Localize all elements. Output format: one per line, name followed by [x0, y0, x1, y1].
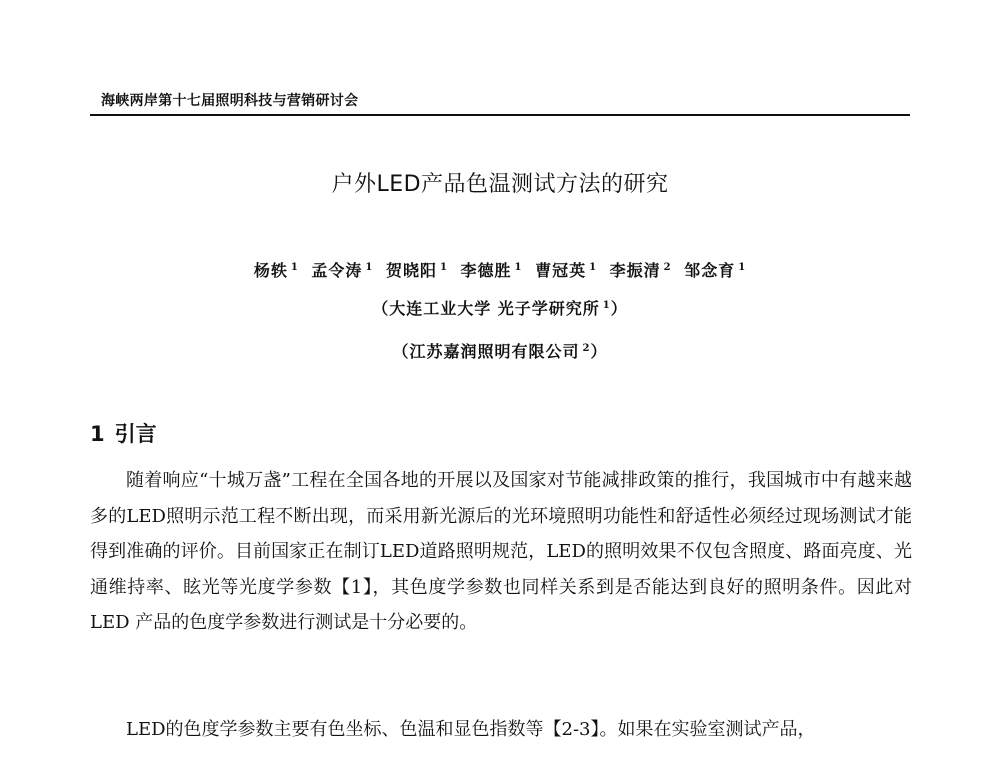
author-affiliation-mark: 1	[738, 261, 747, 273]
author	[610, 261, 672, 280]
affiliation-name: 江苏嘉润照明有限公司	[409, 342, 580, 361]
affiliation-2	[0, 339, 1000, 362]
author	[684, 261, 746, 280]
affiliation-name: 大连工业大学 光子学研究所	[389, 299, 600, 318]
open-paren: （	[392, 342, 410, 361]
author-affiliation-mark: 1	[589, 261, 598, 273]
affiliation-mark: 2	[582, 342, 591, 354]
author-name: 邹念育	[684, 261, 736, 280]
conference-header: 海峡两岸第十七届照明科技与营销研讨会	[101, 93, 359, 109]
author	[311, 261, 373, 280]
close-paren: ）	[610, 299, 628, 318]
paper-title: 户外LED产品色温测试方法的研究	[331, 172, 669, 197]
author	[461, 261, 523, 280]
author-affiliation-mark: 1	[439, 261, 448, 273]
author-affiliation-mark: 1	[514, 261, 523, 273]
author-list	[0, 258, 1000, 281]
author-name: 李德胜	[460, 261, 512, 280]
open-paren: （	[372, 299, 390, 318]
body-paragraph: LED的色度学参数主要有色坐标、色温和显色指数等【2-3】。如果在实验室测试产品，	[126, 719, 816, 740]
author-affiliation-mark: 2	[663, 261, 672, 273]
author-name: 孟令涛	[311, 261, 363, 280]
header-divider	[90, 114, 910, 116]
section-title: 引言	[114, 422, 157, 446]
author-affiliation-mark: 1	[290, 261, 299, 273]
author	[386, 261, 448, 280]
body-paragraph: 随着响应“十城万盏”工程在全国各地的开展以及国家对节能减排政策的推行，我国城市中有越来越多的LED照明示范工程不断出现，而采用新光源后的光环境照明功能性和舒适性必须经过现场测试才能得到准确的评价。目前国家正在制订LED道路照明规范，LED的照明效果不仅包含照度、路面亮度、光通维持率、眩光等光度学参数【1】，其色度学参数也同样关系到是否能达到良好的照明条件。因此对 LED 产品的色度学参数进行测试是十分必要的。	[90, 470, 912, 633]
author-name: 贺晓阳	[385, 261, 437, 280]
section-heading	[90, 418, 157, 448]
affiliation-mark: 1	[602, 299, 611, 311]
author	[535, 261, 597, 280]
author	[254, 261, 299, 280]
affiliation-1	[0, 296, 1000, 319]
author-name: 李振清	[609, 261, 661, 280]
author-name: 曹冠英	[535, 261, 587, 280]
section-number: 1	[90, 422, 105, 446]
close-paren: ）	[590, 342, 608, 361]
author-name: 杨轶	[253, 261, 288, 280]
author-affiliation-mark: 1	[365, 261, 374, 273]
